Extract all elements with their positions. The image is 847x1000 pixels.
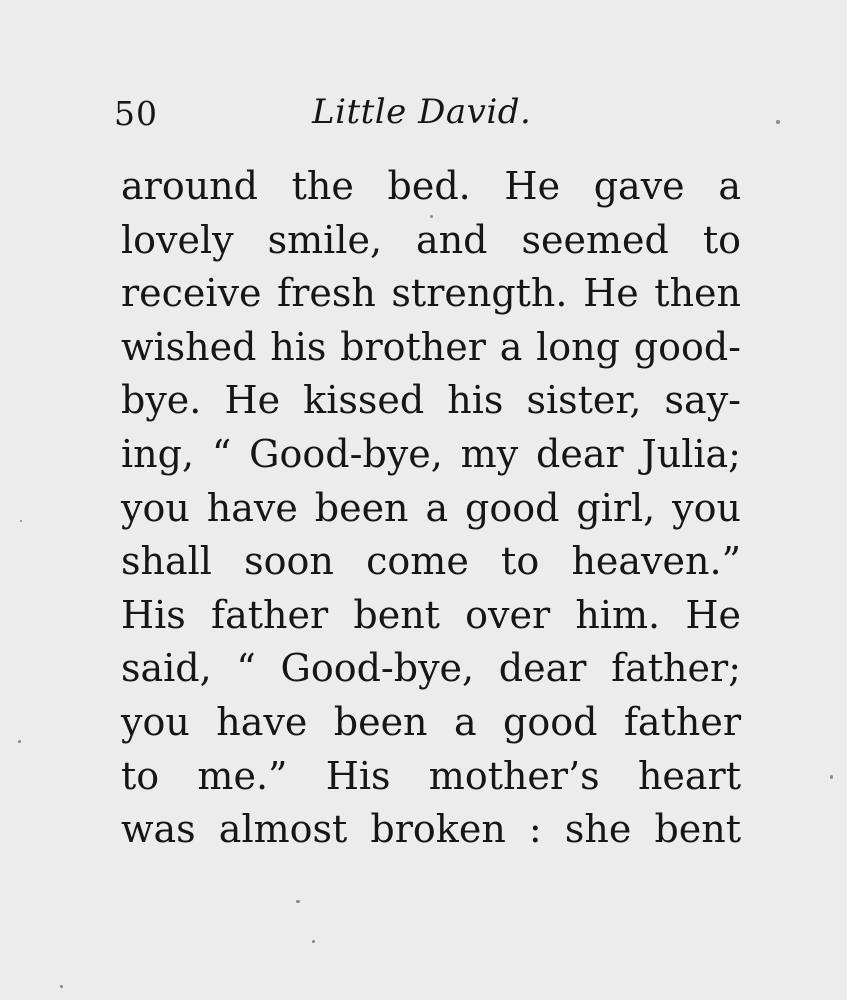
running-head [0, 92, 847, 142]
scan-speck [18, 740, 21, 743]
scan-speck [776, 120, 780, 124]
scan-speck [312, 940, 315, 943]
text-line: wished his brother a long good- [121, 324, 741, 369]
page-number: 50 [114, 94, 158, 133]
text-line: to me.” His mother’s heart [121, 753, 741, 798]
text-line: receive fresh strength. He then [121, 271, 741, 316]
scan-speck [296, 900, 300, 903]
body-paragraph [121, 160, 741, 857]
text-line: bye. He kissed his sister, say- [121, 378, 741, 423]
text-line: was almost broken : she bent [121, 807, 741, 852]
text-line: ing, “ Good-bye, my dear Julia; [121, 431, 741, 476]
text-line: you have been a good girl, you [121, 485, 741, 530]
text-line: lovely smile, and seemed to [121, 217, 741, 262]
text-line: shall soon come to heaven.” [121, 539, 741, 584]
text-line: you have been a good father [121, 699, 741, 744]
text-line: around the bed. He gave a [121, 164, 741, 208]
text-line: said, “ Good-bye, dear father; [121, 646, 741, 691]
scan-speck [830, 775, 833, 779]
running-title: Little David. [312, 92, 532, 132]
scan-speck [20, 520, 22, 522]
text-line: His father bent over him. He [121, 592, 741, 637]
scan-speck [430, 215, 433, 218]
scan-speck [60, 985, 63, 988]
